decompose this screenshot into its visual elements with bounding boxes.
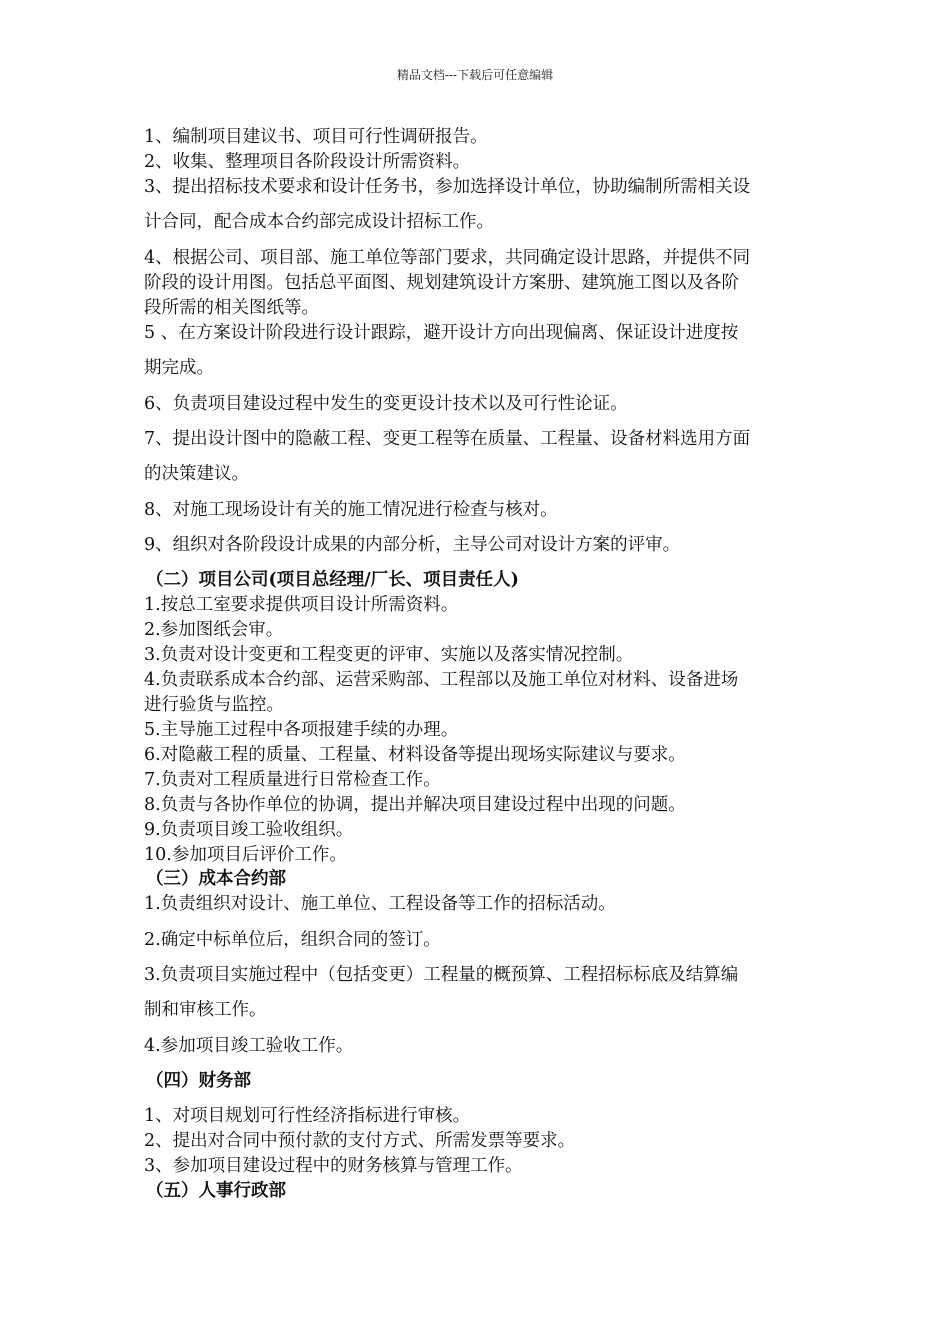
text-line: 期完成。 bbox=[144, 358, 214, 378]
text-line: 阶段的设计用图。包括总平面图、规划建筑设计方案册、建筑施工图以及各阶 bbox=[144, 273, 739, 293]
text-line: 7、提出设计图中的隐蔽工程、变更工程等在质量、工程量、设备材料选用方面 bbox=[144, 429, 751, 449]
text-line: 4.负责联系成本合约部、运营采购部、工程部以及施工单位对材料、设备进场 bbox=[144, 670, 739, 690]
text-line: 2.参加图纸会审。 bbox=[144, 620, 284, 640]
text-line: 1、对项目规划可行性经济指标进行审核。 bbox=[144, 1106, 471, 1126]
text-line: 6、负责项目建设过程中发生的变更设计技术以及可行性论证。 bbox=[144, 394, 628, 414]
section-heading: （二）项目公司(项目总经理/厂长、项目责任人) bbox=[146, 570, 519, 590]
text-line: 进行验货与监控。 bbox=[144, 695, 284, 715]
text-line: 3、提出招标技术要求和设计任务书，参加选择设计单位，协助编制所需相关设 bbox=[144, 177, 751, 197]
text-line: 2、收集、整理项目各阶段设计所需资料。 bbox=[144, 152, 471, 172]
text-line: 计合同，配合成本合约部完成设计招标工作。 bbox=[144, 212, 494, 232]
text-line: 4、根据公司、项目部、施工单位等部门要求，共同确定设计思路，并提供不同 bbox=[144, 248, 751, 268]
text-line: 9.负责项目竣工验收组织。 bbox=[144, 820, 354, 840]
text-line: 5 、在方案设计阶段进行设计跟踪，避开设计方向出现偏离、保证设计进度按 bbox=[144, 323, 739, 343]
text-line: 4.参加项目竣工验收工作。 bbox=[144, 1036, 354, 1056]
text-line: 7.负责对工程质量进行日常检查工作。 bbox=[144, 770, 441, 790]
text-line: 3.负责项目实施过程中（包括变更）工程量的概预算、工程招标标底及结算编 bbox=[144, 965, 739, 985]
text-line: 10.参加项目后评价工作。 bbox=[144, 845, 347, 865]
text-line: 1、编制项目建议书、项目可行性调研报告。 bbox=[144, 127, 488, 147]
section-heading: （五）人事行政部 bbox=[146, 1181, 286, 1201]
text-line: 6.对隐蔽工程的质量、工程量、材料设备等提出现场实际建议与要求。 bbox=[144, 745, 686, 765]
text-line: 2、提出对合同中预付款的支付方式、所需发票等要求。 bbox=[144, 1131, 576, 1151]
text-line: 的决策建议。 bbox=[144, 464, 249, 484]
text-line: 段所需的相关图纸等。 bbox=[144, 298, 319, 318]
text-line: 9、组织对各阶段设计成果的内部分析，主导公司对设计方案的评审。 bbox=[144, 535, 681, 555]
text-line: 3.负责对设计变更和工程变更的评审、实施以及落实情况控制。 bbox=[144, 645, 634, 665]
text-line: 8.负责与各协作单位的协调，提出并解决项目建设过程中出现的问题。 bbox=[144, 795, 686, 815]
text-line: 3、参加项目建设过程中的财务核算与管理工作。 bbox=[144, 1156, 523, 1176]
text-line: 8、对施工现场设计有关的施工情况进行检查与核对。 bbox=[144, 500, 558, 520]
text-line: 5.主导施工过程中各项报建手续的办理。 bbox=[144, 720, 459, 740]
text-line: 1.负责组织对设计、施工单位、工程设备等工作的招标活动。 bbox=[144, 894, 616, 914]
section-heading: （三）成本合约部 bbox=[146, 869, 286, 889]
section-heading: （四）财务部 bbox=[146, 1071, 251, 1091]
text-line: 1.按总工室要求提供项目设计所需资料。 bbox=[144, 595, 459, 615]
page-header: 精品文档---下载后可任意编辑 bbox=[396, 68, 554, 82]
text-line: 2.确定中标单位后，组织合同的签订。 bbox=[144, 930, 441, 950]
text-line: 制和审核工作。 bbox=[144, 1000, 267, 1020]
